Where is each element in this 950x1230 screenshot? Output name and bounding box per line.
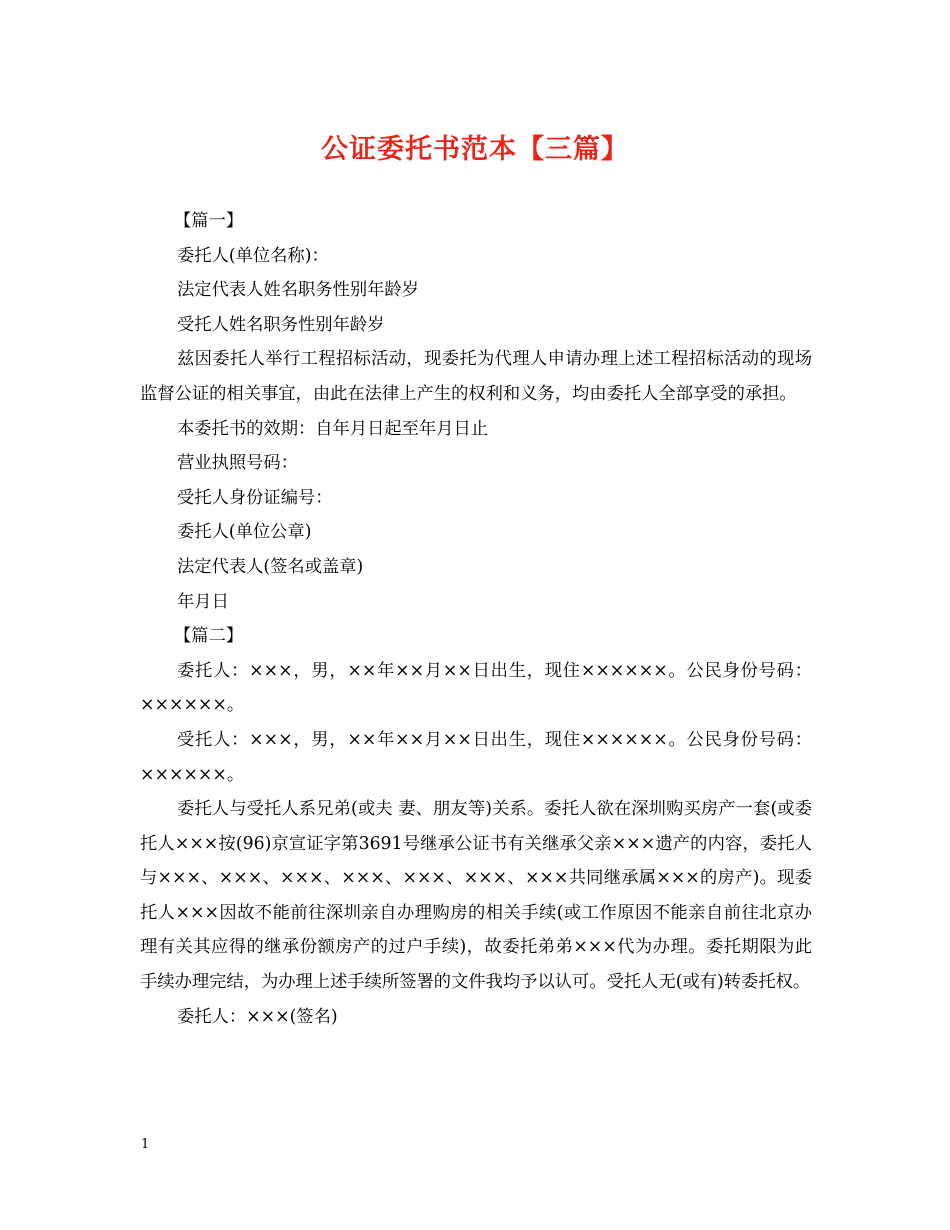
section-heading: 【篇二】 <box>174 626 244 647</box>
paragraph: 受托人：×××，男，××年××月××日出生，现住××××××。公民身份号码：××××××。 <box>140 729 812 785</box>
paragraph: 受托人身份证编号： <box>177 487 333 508</box>
paragraph: 法定代表人姓名职务性别年龄岁 <box>177 280 419 301</box>
document-body <box>140 204 812 1034</box>
paragraph: 营业执照号码： <box>177 453 298 474</box>
paragraph: 委托人(单位名称)： <box>177 245 329 266</box>
paragraph: 委托人(单位公章) <box>177 522 312 543</box>
paragraph: 委托人：×××(签名) <box>177 1006 338 1027</box>
paragraph: 年月日 <box>177 591 229 612</box>
paragraph: 委托人：×××，男，××年××月××日出生，现住××××××。公民身份号码：××××××。 <box>140 660 812 716</box>
section-heading: 【篇一】 <box>174 211 244 231</box>
document-title: 公证委托书范本【三篇】 <box>321 134 629 165</box>
paragraph: 兹因委托人举行工程招标活动，现委托为代理人申请办理上述工程招标活动的现场监督公证的相关事宜，由此在法律上产生的权利和义务，均由委托人全部享受的承担。 <box>140 349 812 404</box>
paragraph: 委托人与受托人系兄弟(或夫 妻、朋友等)关系。委托人欲在深圳购买房产一套(或委托人×××按(96)京宣证字第3691号继承公证书有关继承父亲×××遗产的内容，委托人与×××、×××、×××、×××、×××、×××、×××共同继承属×××的房产)。现委托人×××因故不能前往深圳亲自办理购房的相关手续(或工作原因不能亲自前往北京办理有关其应得的继承份额房产的过户手续)，故委托弟弟×××代为办理。委托期限为此手续办理完结，为办理上述手续所签署的文件我均予以认可。受托人无(或有)转委托权。 <box>140 799 812 993</box>
page-number: 1 <box>141 1137 150 1152</box>
paragraph: 法定代表人(签名或盖章) <box>177 556 364 577</box>
paragraph: 受托人姓名职务性别年龄岁 <box>177 314 385 335</box>
paragraph: 本委托书的效期：自年月日起至年月日止 <box>177 418 489 439</box>
